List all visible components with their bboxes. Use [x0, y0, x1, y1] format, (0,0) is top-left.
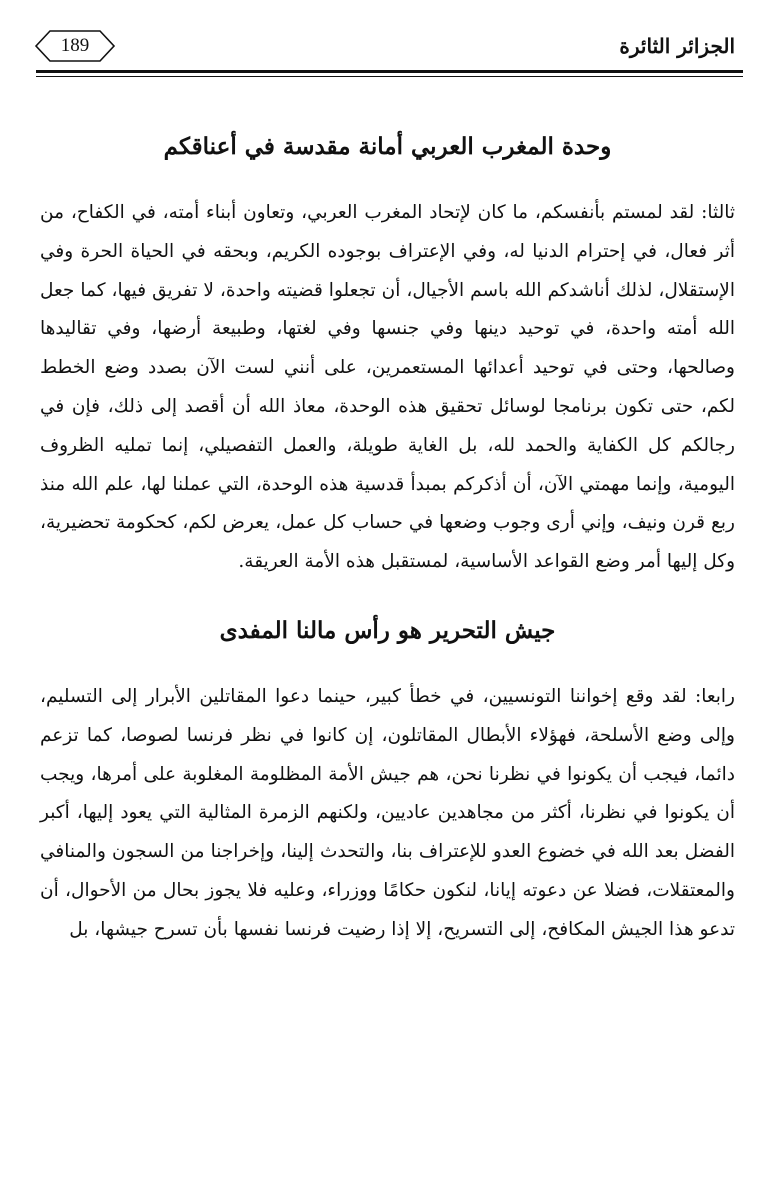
page-number: 189 — [60, 35, 90, 56]
section-heading: وحدة المغرب العربي أمانة مقدسة في أعناقكم — [163, 133, 612, 160]
section-paragraph: رابعا: لقد وقع إخواننا التونسيين، في خطأ كبير، حينما دعوا المقاتلين الأبرار إلى التسليم، وإلى وضع الأسلحة، فهؤلاء الأبطال المقاتلون، إن كانوا في نظر فرنسا لصوصا، كما تزعم دائما، فيجب أن يكونوا في نظرنا نحن، هم جيش الأمة المظلومة المغلوبة على أمرها، ويجب أن يكونوا في نظرنا، أكثر من مجاهدين عاديين، ولكنهم الزمرة المثالية التي يعود إليها، أكبر الفضل بعد الله في خضوع العدو للإعتراف بنا، والتحدث إلينا، وإخراجنا من السجون والمنافي والمعتقلات، فضلا عن دعوته إيانا، لنكون حكامًا ووزراء، وعليه فلا يجوز بحال من الأحوال، أن تدعو هذا الجيش المكافح، إلى التسريح، إلا إذا رضيت فرنسا نفسها بأن تسرح جيشها، بل — [40, 685, 735, 940]
section-paragraph: ثالثا: لقد لمستم بأنفسكم، ما كان لإتحاد المغرب العربي، وتعاون أبناء أمته، في الكفاح، من أثر فعال، في إحترام الدنيا له، وفي الإعتراف بوجوده الكريم، وبحقه في الحياة الحرة وفي الإستقلال، لذلك أناشدكم الله باسم الأجيال، أن تجعلوا قضيته واحدة، لا تفريق فيها، كما جعل الله أمته واحدة، في توحيد دينها وفي جنسها وفي لغتها، وطبيعة أرضها، وفي تقاليدها وصالحها، وحتى في توحيد أعدائها المستعمرين، على أنني لست الآن بصدد وضع الخطط لكم، حتى تكون برنامجا لوسائل تحقيق هذه الوحدة، معاذ الله أن أقصد إلى ذلك، فإن في رجالكم كل الكفاية والحمد لله، بل الغاية طويلة، والعمل التفصيلي، إنما تمليه الظروف اليومية، وإنما مهمتي الآن، أن أذكركم بمبدأ قدسية هذه الوحدة، التي عملنا لها، علم الله منذ ربع قرن ونيف، وإني أرى وجوب وضعها في حساب كل عمل، يعرض لكم، كحكومة تحضيرية، وكل إليها أمر وضع القواعد الأساسية، لمستقبل هذه الأمة العريقة. — [40, 202, 735, 573]
header-rule-thin — [36, 76, 743, 77]
page-number-badge — [34, 29, 116, 63]
page-body — [40, 130, 735, 950]
running-title: الجزائر الثائرة — [619, 34, 735, 58]
header-rule-thick — [36, 70, 743, 73]
section-heading: جيش التحرير هو رأس مالنا المفدى — [219, 616, 556, 644]
